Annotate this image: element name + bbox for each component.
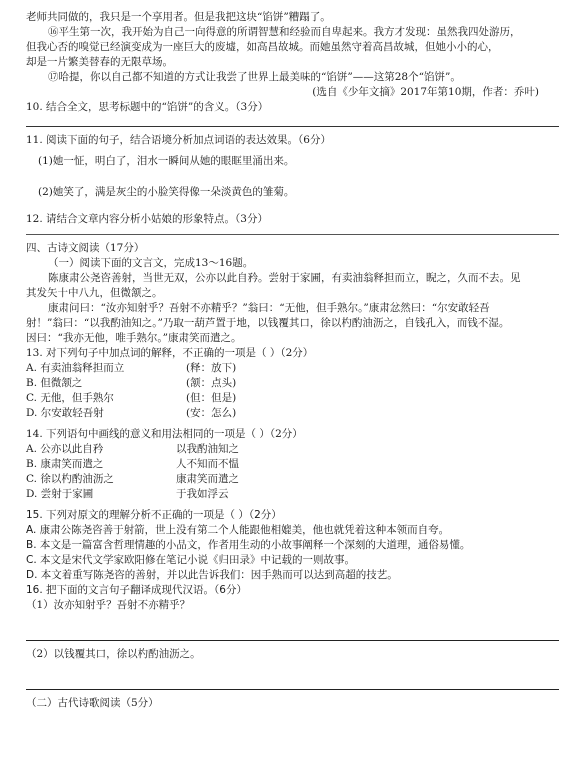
question-13-option-a: A. 有卖油翁释担而立 (释：放下) xyxy=(26,362,237,374)
question-14-option-b: B. 康肃笑而遣之 人不知而不愠 xyxy=(26,458,239,470)
question-13-option-b: B. 但微颔之 (颔：点头) xyxy=(26,377,237,389)
classical-text-line: 康肃问曰：“汝亦知射乎？吾射不亦精乎？”翁曰：“无他，但手熟尔。”康肃忿然曰：“尔安敢轻吾 xyxy=(48,302,490,314)
passage-paragraph-16: ⑯平生第一次，我开始为自己一向得意的所谓智慧和经验而自卑起来。我方才发现：虽然我四处游历， xyxy=(48,26,521,38)
question-11: 11. 阅读下面的句子，结合语境分析加点词语的表达效果。（6分） xyxy=(26,134,331,146)
question-15-option-c: C. 本文是宋代文学家欧阳修在笔记小说《归田录》中记载的一则故事。 xyxy=(26,554,356,566)
question-13: 13. 对下列句子中加点词的解释，不正确的一项是（ ）（2分） xyxy=(26,347,314,359)
question-15-option-b: B. 本文是一篇富含哲理情趣的小品文，作者用生动的小故事阐释一个深刻的大道理，通俗易懂。 xyxy=(26,539,471,551)
question-12: 12. 请结合文章内容分析小姑娘的形象特点。（3分） xyxy=(26,213,268,225)
question-15: 15. 下列对原文的理解分析不正确的一项是（ ）（2分） xyxy=(26,509,282,521)
classical-text-line: 其发矢十中八九，但微颔之。 xyxy=(26,287,163,299)
passage-line: 老师共同做的，我只是一个享用者。但是我把这块“馅饼”糟蹋了。 xyxy=(26,11,331,23)
classical-text-line: 陈康肃公尧咨善射，当世无双，公亦以此自矜。尝射于家圃，有卖油翁释担而立，睨之，久而不去。见 xyxy=(48,272,521,284)
answer-line xyxy=(26,115,559,127)
question-13-option-c: C. 无他，但手熟尔 (但：但是) xyxy=(26,392,237,404)
passage-line: 却是一片繁美替春的无限草场。 xyxy=(26,56,173,68)
answer-line xyxy=(26,615,559,641)
classical-text-line: 因曰：“我亦无他，唯手熟尔。”康肃笑而遣之。 xyxy=(26,332,242,344)
question-14-option-c: C. 徐以杓酌油沥之 康肃笑而遣之 xyxy=(26,473,239,485)
passage-paragraph-17: ⑰哈提，你以自己都不知道的方式让我尝了世界上最美味的“馅饼”——这第28个“馅饼”。 xyxy=(48,71,461,83)
answer-line xyxy=(26,227,559,235)
question-16-item-2: （2）以钱覆其口，徐以杓酌油沥之。 xyxy=(26,648,201,660)
answer-line xyxy=(26,664,559,690)
section-four-title: 四、古诗文阅读（17分） xyxy=(26,242,145,254)
section-four-sub: （一）阅读下面的文言文，完成13～16题。 xyxy=(48,257,254,269)
question-10: 10. 结合全文，思考标题中的“馅饼”的含义。（3分） xyxy=(26,101,269,113)
question-15-option-a: A. 康肃公陈尧咨善于射箭，世上没有第二个人能跟他相媲美，他也就凭着这种本领而自夸。 xyxy=(26,524,450,536)
section-poetry-title: （二）古代诗歌阅读（5分） xyxy=(26,697,159,709)
question-14-option-d: D. 尝射于家圃 于我如浮云 xyxy=(26,488,229,500)
question-16: 16. 把下面的文言句子翻译成现代汉语。（6分） xyxy=(26,584,247,596)
question-13-option-d: D. 尔安敢轻吾射 (安：怎么) xyxy=(26,407,237,419)
question-16-item-1: （1）汝亦知射乎？吾射不亦精乎？ xyxy=(26,599,191,611)
passage-source: (选自《少年文摘》2017年第10期，作者：乔叶) xyxy=(312,86,539,98)
question-14-option-a: A. 公亦以此自矜 以我酌油知之 xyxy=(26,443,239,455)
question-14: 14. 下列语句中画线的意义和用法相同的一项是（ ）（2分） xyxy=(26,428,303,440)
question-11-sentence-1: (1)她一怔，明白了，泪水一瞬间从她的眼眶里涌出来。 xyxy=(38,155,295,167)
passage-line: 但我心否的嗅觉已经演变成为一座巨大的废墟，如高昌故城。而她虽然守着高昌故城，但她小小的心， xyxy=(26,41,499,53)
classical-text-line: 射！”翁曰：“以我酌油知之。”乃取一葫芦置于地，以钱覆其口，徐以杓酌油沥之，自钱孔入，而钱不湿。 xyxy=(26,317,510,329)
question-11-sentence-2: (2)她笑了，满是灰尘的小脸笑得像一朵淡黄色的雏菊。 xyxy=(38,186,295,198)
question-15-option-d: D. 本文着重写陈尧咨的善射，并以此告诉我们：因手熟而可以达到高超的技艺。 xyxy=(26,569,398,581)
